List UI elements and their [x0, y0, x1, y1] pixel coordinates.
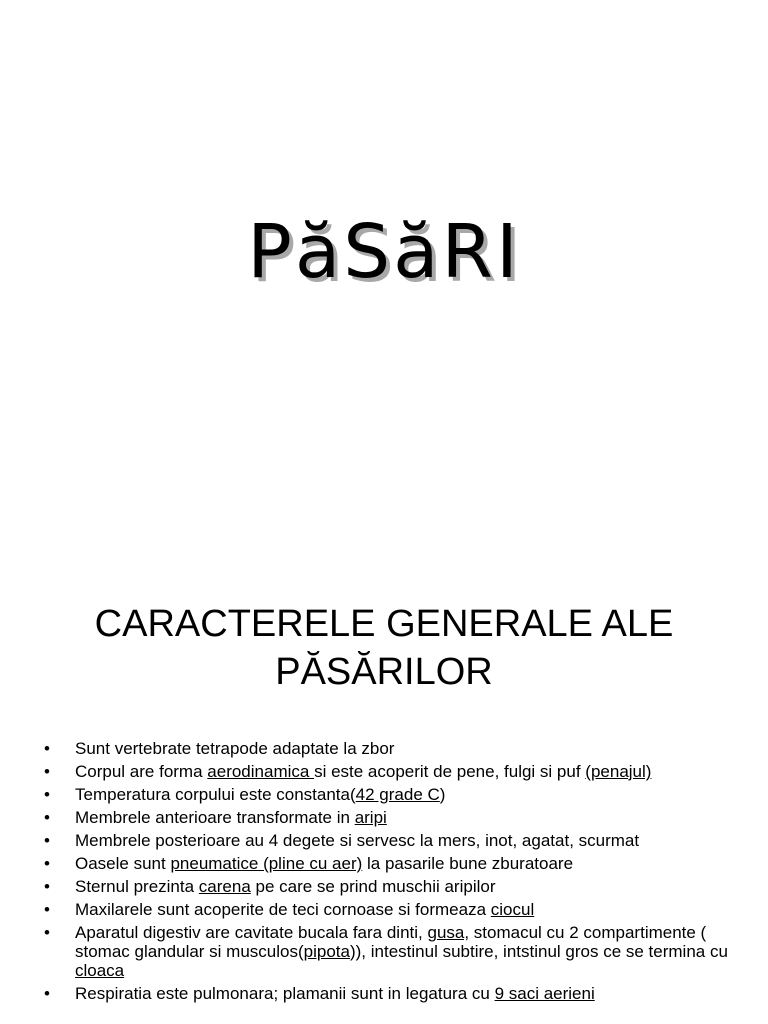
bullet-icon: • [44, 854, 50, 873]
bullet-icon: • [44, 739, 50, 758]
underlined-term: aerodinamica [207, 762, 315, 781]
list-item [44, 877, 744, 896]
item-text: Aparatul digestiv are cavitate bucala fara dinti, [75, 923, 428, 942]
underlined-term: aripi [354, 808, 387, 827]
item-text: si este acoperit de pene, fulgi si puf [314, 762, 586, 781]
item-text: Respiratia este pulmonara; plamanii sunt in legatura cu [75, 984, 495, 1003]
underlined-term: gusa, [427, 923, 470, 942]
item-text: Corpul are forma [75, 762, 208, 781]
item-text: la pasarile bune zburatoare [362, 854, 574, 873]
underlined-term: pneumatice (pline cu aer) [170, 854, 363, 873]
underlined-term: 9 saci aerieni [494, 984, 595, 1003]
item-text: Temperatura corpului este constanta( [75, 785, 356, 804]
item-text: Sunt vertebrate tetrapode adaptate la zbor [75, 739, 395, 758]
underlined-term: pipota [303, 942, 350, 961]
section-heading-line-2: PĂSĂRILOR [275, 651, 493, 693]
item-text: Oasele sunt [75, 854, 171, 873]
list-item [44, 808, 744, 827]
list-item [44, 762, 744, 781]
section-heading-line-1: CARACTERELE GENERALE ALE [94, 603, 674, 645]
item-text: Membrele anterioare transformate in [75, 808, 355, 827]
underlined-term: ciocul [490, 900, 535, 919]
bullet-icon: • [44, 923, 50, 942]
item-text: pe care se prind muschii aripilor [250, 877, 496, 896]
list-item [44, 785, 744, 804]
bullet-icon: • [44, 900, 50, 919]
underlined-term: cloaca [75, 961, 125, 980]
list-item [44, 831, 744, 850]
bullet-icon: • [44, 808, 50, 827]
list-item [44, 900, 744, 919]
list-item [44, 739, 744, 758]
bullet-icon: • [44, 984, 50, 1003]
bullet-icon: • [44, 762, 50, 781]
characteristics-list [44, 739, 744, 1007]
item-text: Membrele posterioare au 4 degete si servesc la mers, inot, agatat, scurmat [75, 831, 640, 850]
underlined-term: carena [198, 877, 251, 896]
bullet-icon: • [44, 877, 50, 896]
item-text: )), intestinul subtire, intstinul gros ce se termina cu [349, 942, 728, 961]
item-text: Maxilarele sunt acoperite de teci cornoase si formeaza [75, 900, 491, 919]
item-text: stomacul cu 2 compartimente ( stomac glandular si musculos( [75, 923, 707, 961]
section-heading [0, 600, 768, 696]
bullet-icon: • [44, 831, 50, 850]
list-item [44, 923, 744, 980]
item-text: ) [439, 785, 446, 804]
slide-title-pasari: PăSăRI [247, 209, 521, 295]
underlined-term: 42 grade C [355, 785, 440, 804]
list-item [44, 854, 744, 873]
list-item [44, 984, 744, 1003]
item-text: Sternul prezinta [75, 877, 199, 896]
underlined-term: (penajul) [585, 762, 652, 781]
bullet-icon: • [44, 785, 50, 804]
